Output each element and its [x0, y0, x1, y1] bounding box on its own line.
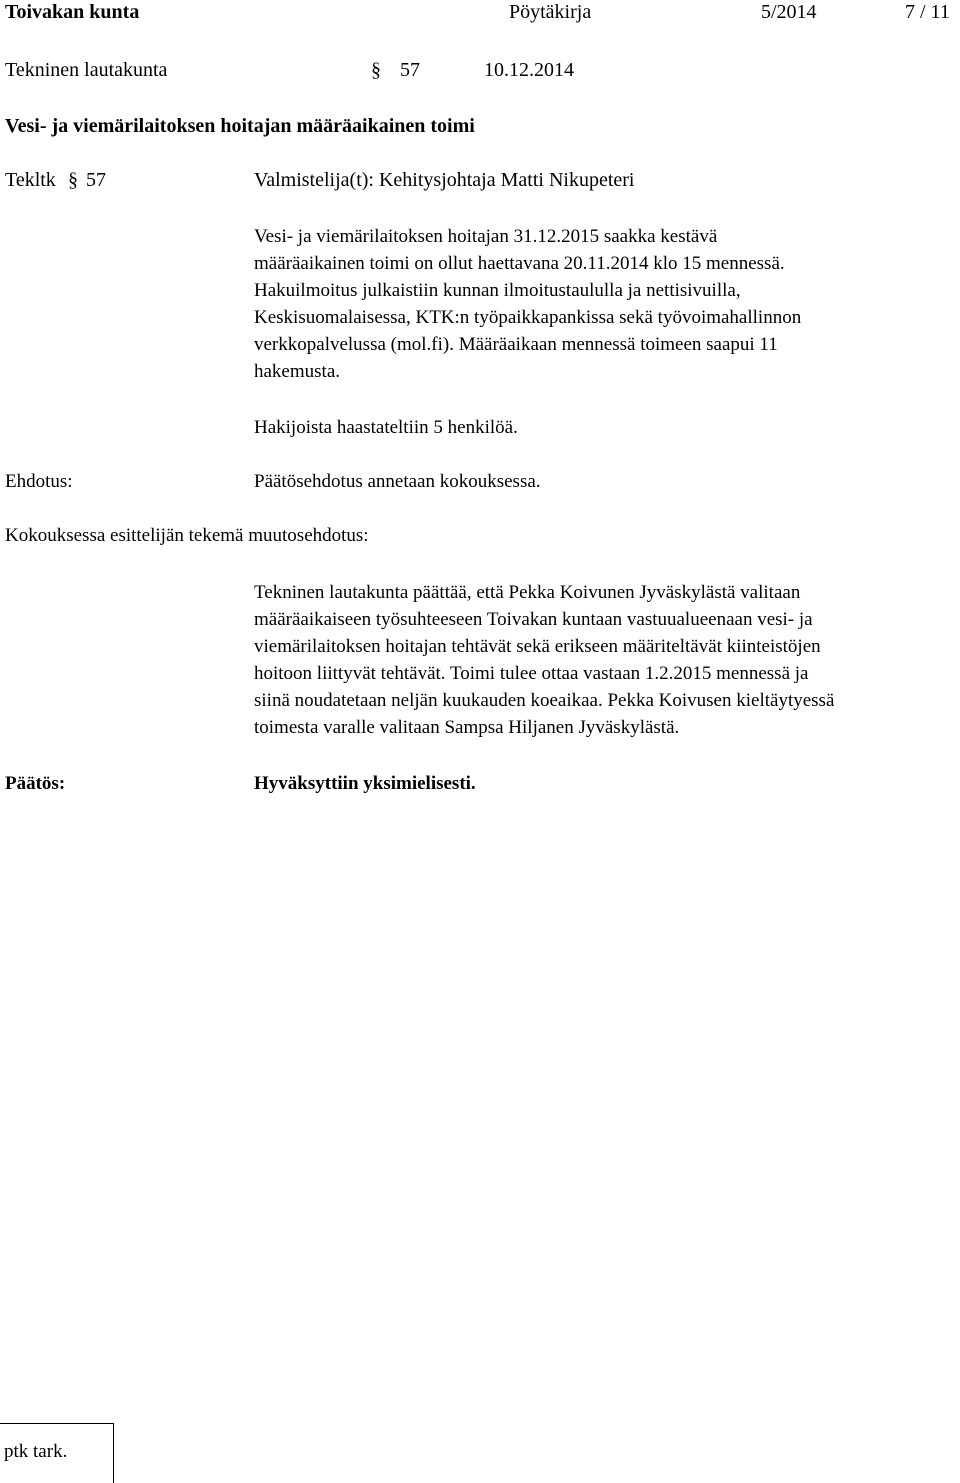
decision-text: Hyväksyttiin yksimielisesti. [254, 773, 476, 794]
paragraph-line: siinä noudatetaan neljän kuukauden koeaikaa. Pekka Koivusen kieltäytyessä [254, 690, 835, 711]
page-title: Vesi- ja viemärilaitoksen hoitajan määräaikainen toimi [5, 115, 475, 137]
review-stamp-label: ptk tark. [4, 1441, 68, 1462]
item-section-number: 57 [86, 169, 106, 191]
section-symbol: § [371, 59, 381, 81]
interview-paragraph: Hakijoista haastateltiin 5 henkilöä. [254, 417, 518, 438]
document-type: Pöytäkirja [509, 1, 592, 23]
proposal-label: Ehdotus: [5, 471, 73, 492]
paragraph-line: hakemusta. [254, 361, 341, 382]
item-section-symbol: § [68, 169, 78, 191]
paragraph-line: toimesta varalle valitaan Sampsa Hiljanen Jyväskylästä. [254, 717, 680, 738]
municipality-name: Toivakan kunta [5, 1, 140, 23]
paragraph-line: hoitoon liittyvät tehtävät. Toimi tulee ottaa vastaan 1.2.2015 mennessä ja [254, 663, 809, 684]
decision-label: Päätös: [5, 773, 66, 794]
section-number: 57 [400, 59, 420, 81]
paragraph-line: Keskisuomalaisessa, KTK:n työpaikkapankissa sekä työvoimahallinnon [254, 307, 802, 328]
committee-name: Tekninen lautakunta [5, 59, 168, 81]
item-label: Tekltk [5, 169, 56, 191]
paragraph-line: Hakuilmoitus julkaistiin kunnan ilmoitustaululla ja nettisivuilla, [254, 280, 741, 301]
background-paragraph [254, 223, 960, 385]
amendment-label: Kokouksessa esittelijän tekemä muutosehdotus: [5, 525, 369, 546]
paragraph-line: määräaikainen toimi on ollut haettavana 20.11.2014 klo 15 mennessä. [254, 253, 785, 274]
meeting-date: 10.12.2014 [484, 59, 574, 81]
paragraph-line: määräaikaiseen työsuhteeseen Toivakan kuntaan vastuualueenaan vesi- ja [254, 609, 813, 630]
paragraph-line: viemärilaitoksen hoitajan tehtävät sekä erikseen määriteltävät kiinteistöjen [254, 636, 821, 657]
amendment-paragraph [254, 579, 960, 741]
document-number: 5/2014 [761, 1, 817, 23]
proposal-text: Päätösehdotus annetaan kokouksessa. [254, 471, 541, 492]
page-number: 7 / 11 [905, 1, 950, 23]
paragraph-line: verkkopalvelussa (mol.fi). Määräaikaan mennessä toimeen saapui 11 [254, 334, 778, 355]
paragraph-line: Tekninen lautakunta päättää, että Pekka Koivunen Jyväskylästä valitaan [254, 582, 801, 603]
paragraph-line: Vesi- ja viemärilaitoksen hoitajan 31.12.2015 saakka kestävä [254, 226, 718, 247]
review-stamp-box [0, 1423, 114, 1483]
preparer-line: Valmistelija(t): Kehitysjohtaja Matti Nikupeteri [254, 169, 635, 191]
